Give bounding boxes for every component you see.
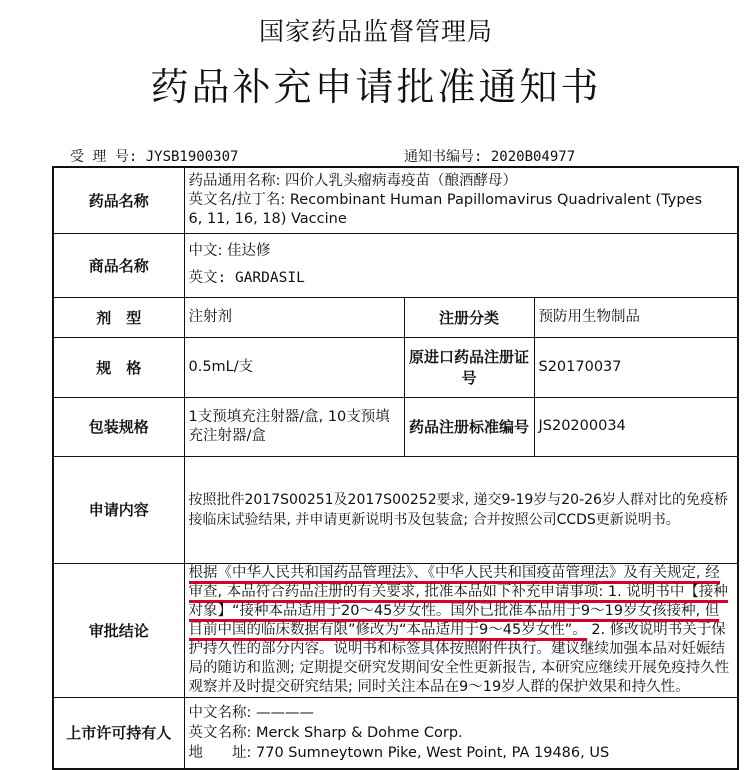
value-reg-category: 预防用生物制品 <box>534 297 738 337</box>
conclusion-highlighted-text: 根据《中华人民共和国药品管理法》、《中华人民共和国疫苗管理法》及有关规定, 经审查, 本品符合药品注册的有关要求, 批准本品如下补充申请事项: 1. 说明书中【接种对象】“接种本品适用于20～45岁女性。国外已批准本品用于9～19岁女孩接种, 但目前中国的临床数据有限”修改为“本品适用于9～45岁女性”。 <box>189 565 728 641</box>
label-application: 申请内容 <box>53 456 184 563</box>
label-holder: 上市许可持有人 <box>53 697 184 769</box>
label-reg-category: 注册分类 <box>404 297 534 337</box>
agency-name: 国家药品监督管理局 <box>258 17 493 46</box>
label-orig-reg-no: 原进口药品注册证号 <box>404 337 534 397</box>
value-trade-name <box>184 233 738 297</box>
value-conclusion <box>184 563 738 697</box>
document-title: 药品补充申请批准通知书 <box>150 65 602 109</box>
label-dosage-form: 剂 型 <box>53 297 184 337</box>
value-holder <box>184 697 738 769</box>
row-application <box>53 456 738 563</box>
trade-name-cn: 中文: 佳达修 <box>188 243 271 259</box>
row-drug-name <box>53 167 738 233</box>
value-drug-name <box>184 167 738 233</box>
value-package: 1支预填充注射器/盒, 10支预填充注射器/盒 <box>184 397 404 456</box>
generic-name: 药品通用名称: 四价人乳头瘤病毒疫苗（酿酒酵母） <box>188 172 517 189</box>
value-orig-reg-no: S20170037 <box>534 337 738 397</box>
row-dosage-form <box>53 297 738 337</box>
label-spec: 规 格 <box>53 337 184 397</box>
row-package <box>53 397 738 456</box>
holder-address: 地 址: 770 Sumneytown Pike, West Point, PA 19486, US <box>188 744 610 761</box>
value-dosage-form: 注射剂 <box>184 297 404 337</box>
row-spec <box>53 337 738 397</box>
trade-name-en: 英文: GARDASIL <box>188 270 305 286</box>
conclusion-text: 2. 修改说明书关于保护持久性的部分内容。说明书和标签具体按照附件执行。建议继续加强本品对妊娠结局的随访和监测; 定期提交研究发期间安全性更新报告, 本研究应继续开展免疫持久性观察并及时提交研究结果; 同时关注本品在9～19岁人群的保护效果和持久性。 <box>188 621 730 695</box>
label-drug-name: 药品名称 <box>53 167 184 233</box>
value-application: 按照批件2017S00251及2017S00252要求, 递交9-19岁与20-26岁人群对比的免疫桥接临床试验结果, 并申请更新说明书及包装盒; 合并按照公司CCDS更新说明书。 <box>184 456 738 563</box>
value-std-no: JS20200034 <box>534 397 738 456</box>
accept-number: 受 理 号: JYSB1900307 <box>70 149 239 165</box>
label-trade-name: 商品名称 <box>53 233 184 297</box>
row-holder <box>53 697 738 769</box>
label-conclusion: 审批结论 <box>53 563 184 697</box>
row-conclusion <box>53 563 738 697</box>
english-name-line1: 英文名/拉丁名: Recombinant Human Papillomavirus Quadrivalent (Types <box>188 191 703 208</box>
approval-form-table <box>52 166 739 770</box>
notice-number: 通知书编号: 2020B04977 <box>404 149 576 165</box>
holder-en-name: 英文名称: Merck Sharp & Dohme Corp. <box>188 724 463 741</box>
holder-cn-name: 中文名称: ———— <box>188 704 314 721</box>
row-trade-name <box>53 233 738 297</box>
label-package: 包装规格 <box>53 397 184 456</box>
english-name-line2: 6, 11, 16, 18) Vaccine <box>188 210 347 227</box>
value-spec: 0.5mL/支 <box>184 337 404 397</box>
label-std-no: 药品注册标准编号 <box>404 397 534 456</box>
